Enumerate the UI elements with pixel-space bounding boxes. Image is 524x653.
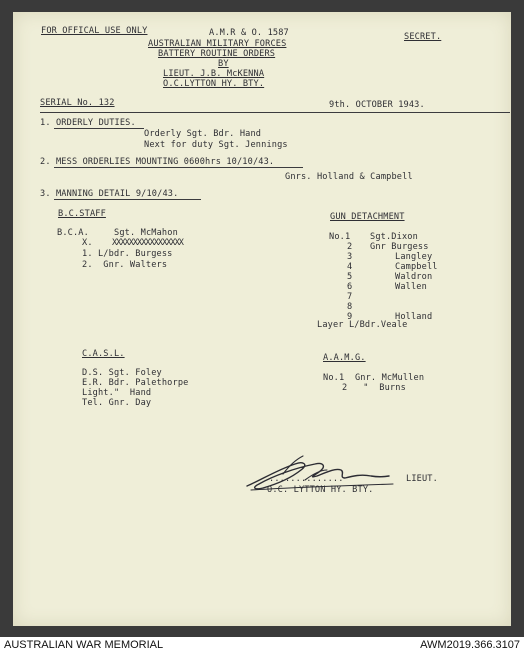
gun-number: 2 [347,242,353,252]
gun-number: 4 [347,262,353,272]
next-for-duty: Next for duty Sgt. Jennings [144,140,288,150]
gun-number: 5 [347,272,353,282]
section-2-title: 2. MESS ORDERLIES MOUNTING 0600hrs 10/10/43. [40,157,275,167]
serial-number: SERIAL No. 132 [40,98,115,108]
gun-crew-name: Wallen [395,282,427,292]
gun-crew-name: Holland [395,312,433,322]
force-name: AUSTRALIAN MILITARY FORCES [148,39,287,49]
section-3-underline [54,199,201,200]
official-use-label: FOR OFFICAL USE ONLY [41,26,148,36]
struck-out-text: XXXXXXXXXXXXXXXXX [112,238,183,248]
author-role: O.C.LYTTON HY. BTY. [163,79,265,89]
archive-name: AUSTRALIAN WAR MEMORIAL [4,639,164,651]
aamg-heading: A.A.M.G. [323,353,366,363]
header-rule [40,112,510,113]
casl-row: D.S. Sgt. Foley [82,368,162,378]
casl-row: E.R. Bdr. Palethorpe [82,378,189,388]
bc-staff-row-1: 1. L/bdr. Burgess [82,249,173,259]
signature-role: O.C. LYTTON HY. BTY. [267,485,374,495]
bc-staff-heading: B.C.STAFF [58,209,106,219]
section-1-title: 1. ORDERLY DUTIES. [40,118,136,128]
gun-number: 8 [347,302,353,312]
document-page [13,12,511,626]
gun-number: 7 [347,292,353,302]
aamg-row-2: 2 " Burns [342,383,406,393]
struck-out-entry [112,238,211,248]
by-label: BY [218,59,229,69]
casl-row: Light." Hand [82,388,152,398]
document-title: BATTERY ROUTINE ORDERS [158,49,276,59]
orderly-sergeant: Orderly Sgt. Bdr. Hand [144,129,262,139]
gun-crew-name: Campbell [395,262,438,272]
gun-crew-name: Langley [395,252,433,262]
classification-label: SECRET. [404,32,442,42]
section-1-underline [54,128,144,129]
gun-number: 3 [347,252,353,262]
aamg-row-1: No.1 Gnr. McMullen [323,373,425,383]
gun-number: No.1 [329,232,351,242]
gun-crew-name: Waldron [395,272,433,282]
gun-crew-name: Sgt.Dixon [370,232,418,242]
signature-rank: LIEUT. [406,474,438,484]
gun-detachment-heading: GUN DETACHMENT [330,212,405,222]
signature-dots: .............. [269,474,344,484]
gun-layer: Layer L/Bdr.Veale [317,320,408,330]
section-3-title: 3. MANNING DETAIL 9/10/43. [40,189,179,199]
amr-reference: A.M.R & O. 1587 [209,28,289,38]
gun-number: 9 [347,312,353,322]
bc-staff-row-2: 2. Gnr. Walters [82,260,168,270]
bc-staff-role: B.C.A. [57,228,89,238]
bc-staff-name: Sgt. McMahon [114,228,178,238]
order-date: 9th. OCTOBER 1943. [329,100,425,110]
gun-number: 6 [347,282,353,292]
author-name: LIEUT. J.B. McKENNA [163,69,265,79]
mess-orderlies: Gnrs. Holland & Campbell [285,172,413,182]
gun-crew-name: Gnr Burgess [370,242,429,252]
archive-footer [0,637,524,653]
archive-reference: AWM2019.366.3107 [420,639,520,651]
casl-row: Tel. Gnr. Day [82,398,152,408]
section-2-underline [54,167,303,168]
casl-heading: C.A.S.L. [82,349,125,359]
bc-staff-struck-number: X. [82,238,93,248]
